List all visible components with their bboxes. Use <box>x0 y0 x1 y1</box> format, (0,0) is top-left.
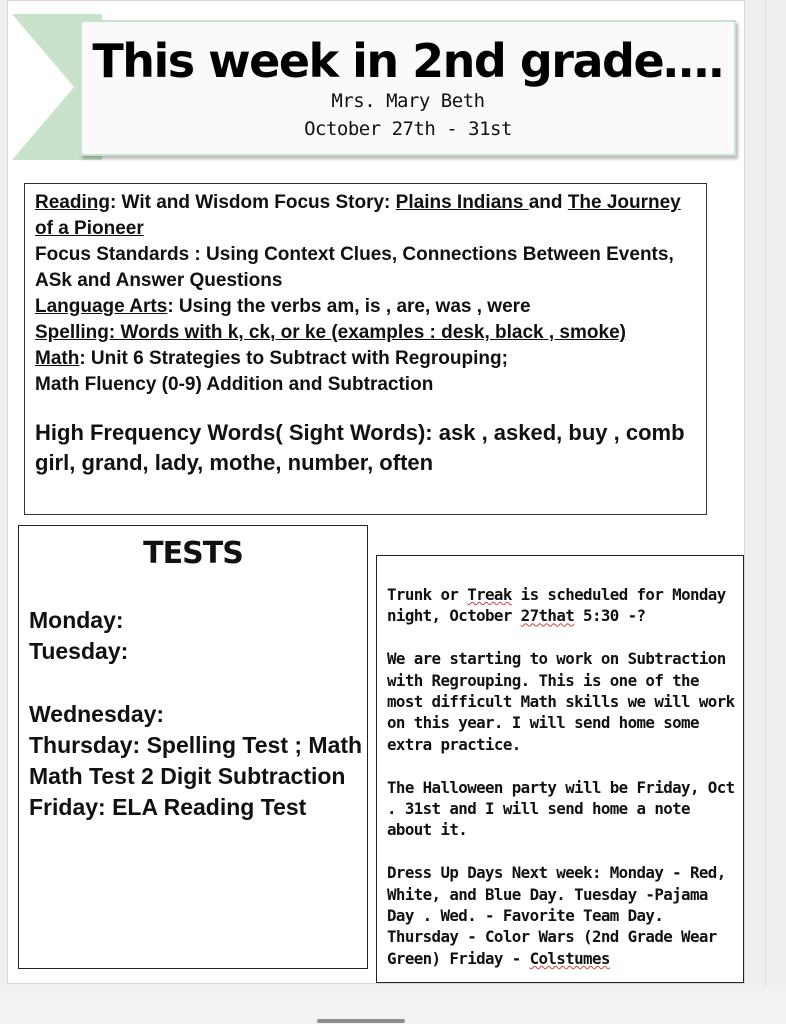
tests-title: TESTS <box>143 536 243 571</box>
story-plains-indians: Plains Indians <box>395 192 529 213</box>
week-dates: October 27th - 31st <box>304 117 512 140</box>
and-text: and <box>528 192 568 213</box>
test-thursday-continued: Math Test 2 Digit Subtraction <box>29 763 346 789</box>
note-trunk-or-treat <box>387 584 735 627</box>
misspelled-word: Colstumes <box>529 948 610 968</box>
note-halloween-party: The Halloween party will be Friday, Oct . 31st and I will send home a note about it. <box>387 777 735 840</box>
reading-label: Reading <box>35 192 110 213</box>
test-tuesday: Tuesday: <box>29 638 129 664</box>
test-friday: Friday: ELA Reading Test <box>29 794 307 820</box>
focus-standards: Focus Standards : Using Context Clues, Connections Between Events, ASk and Answer Questions <box>35 244 674 291</box>
note-4-text: Dress Up Days Next week: Monday - Red, White, and Blue Day. Tuesday -Pajama Day . Wed. - Favorite Team Day. Thursday - Color Wars (2nd Grade Wear Green) Friday - <box>387 863 726 968</box>
math-fluency: Math Fluency (0-9) Addition and Subtraction <box>35 374 434 395</box>
test-monday: Monday: <box>29 607 124 633</box>
home-indicator[interactable] <box>317 1019 405 1023</box>
note-1-text-b: is scheduled for Monday night, October <box>387 585 726 626</box>
reading-line <box>35 190 696 242</box>
note-1-text-c: 5:30 -? <box>574 606 646 626</box>
high-frequency-words: High Frequency Words( Sight Words): ask , asked, buy , comb girl, grand, lady, mothe, number, often <box>35 420 685 475</box>
misspelled-word: 27that <box>520 606 575 626</box>
teacher-name: Mrs. Mary Beth <box>331 89 485 112</box>
language-arts-line <box>35 294 696 320</box>
reading-text: : Wit and Wisdom Focus Story: <box>109 192 396 213</box>
page-edge <box>765 0 766 990</box>
math-label: Math <box>35 348 80 369</box>
note-1-text-a: Trunk or <box>387 585 468 604</box>
header-banner <box>80 20 736 156</box>
math-text: : Unit 6 Strategies to Subtract with Regrouping; <box>79 348 508 369</box>
curriculum-box <box>24 183 707 515</box>
story-journey-pioneer: The Journey of a Pioneer <box>35 192 681 239</box>
test-wednesday: Wednesday: <box>29 701 165 727</box>
misspelled-word: Treak <box>467 585 512 604</box>
note-dress-up-days <box>387 862 735 969</box>
spelling-line: Spelling: Words with k, ck, or ke (examples : desk, black , smoke) <box>35 322 626 343</box>
language-arts-text: : Using the verbs am, is , are, was , were <box>167 296 531 317</box>
note-subtraction: We are starting to work on Subtraction with Regrouping. This is one of the most difficult Math skills we will work on this year. I will send home some extra practice. <box>387 649 735 754</box>
test-thursday: Thursday: Spelling Test ; Math <box>29 732 363 758</box>
tests-box <box>18 525 368 969</box>
page-title: This week in 2nd grade…. <box>92 34 724 88</box>
announcements-box <box>376 555 744 983</box>
math-line <box>35 346 696 372</box>
language-arts-label: Language Arts <box>35 296 168 317</box>
